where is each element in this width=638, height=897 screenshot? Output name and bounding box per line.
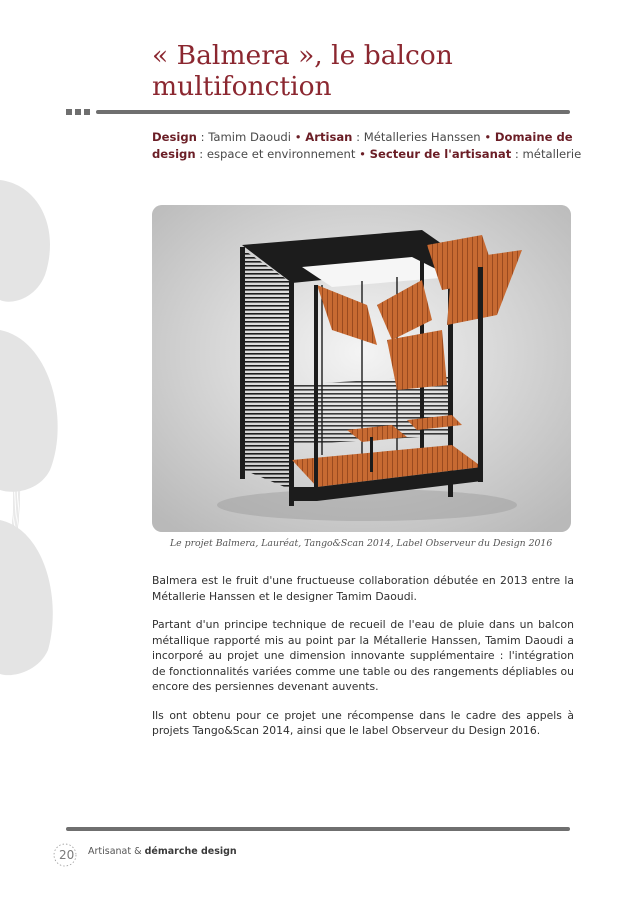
balcony-photo — [152, 205, 571, 532]
design-label: Design — [152, 130, 197, 144]
secteur-value: métallerie — [522, 147, 582, 161]
article-body — [152, 573, 574, 752]
domaine-label: Domaine de design — [152, 130, 573, 161]
title-divider — [66, 108, 570, 116]
credits-line: Design : Tamim Daoudi • Artisan : Métalleries Hanssen • Domaine de design : espace et environnement • Secteur de l'artisanat : métallerie — [152, 130, 582, 161]
decorative-line-pattern — [0, 0, 150, 897]
artisan-value: Métalleries Hanssen — [363, 130, 481, 144]
paragraph: Partant d'un principe technique de recueil de l'eau de pluie dans un balcon métallique rapporté mis au point par la Métallerie Hanssen, Tamim Daoudi a incorporé au projet une dimension innovante supplémentaire : l'intégration de fonctionnalités variées comme une table ou des rangements dépliables ou encore des persiennes devenant auvents. — [152, 618, 574, 693]
artisan-label: Artisan — [305, 130, 353, 144]
separator-dot: • — [484, 130, 492, 144]
footer-label-prefix: Artisanat & — [88, 846, 142, 857]
page-number — [53, 839, 89, 871]
page-title: « Balmera », le balcon multifonction — [152, 40, 453, 102]
paragraph: Ils ont obtenu pour ce projet une récompense dans le cadre des appels à projets Tango&Scan 2014, ainsi que le label Observeur du Design 2016. — [152, 708, 574, 737]
domaine-value: espace et environnement — [206, 147, 356, 161]
footer-divider — [66, 825, 570, 833]
paragraph: Balmera est le fruit d'une fructueuse collaboration débutée en 2013 entre la Métallerie Hanssen et le designer Tamim Daoudi. — [152, 574, 574, 603]
photo-caption: Le projet Balmera, Lauréat, Tango&Scan 2014, Label Observeur du Design 2016 — [170, 538, 553, 549]
footer-label-bold: démarche design — [144, 846, 237, 857]
separator-dot: • — [294, 130, 302, 144]
separator-dot: • — [359, 147, 366, 161]
design-value: Tamim Daoudi — [208, 130, 292, 144]
page-number-value: 20 — [59, 848, 75, 862]
secteur-label: Secteur de l'artisanat — [369, 147, 512, 161]
footer-label — [88, 846, 237, 857]
